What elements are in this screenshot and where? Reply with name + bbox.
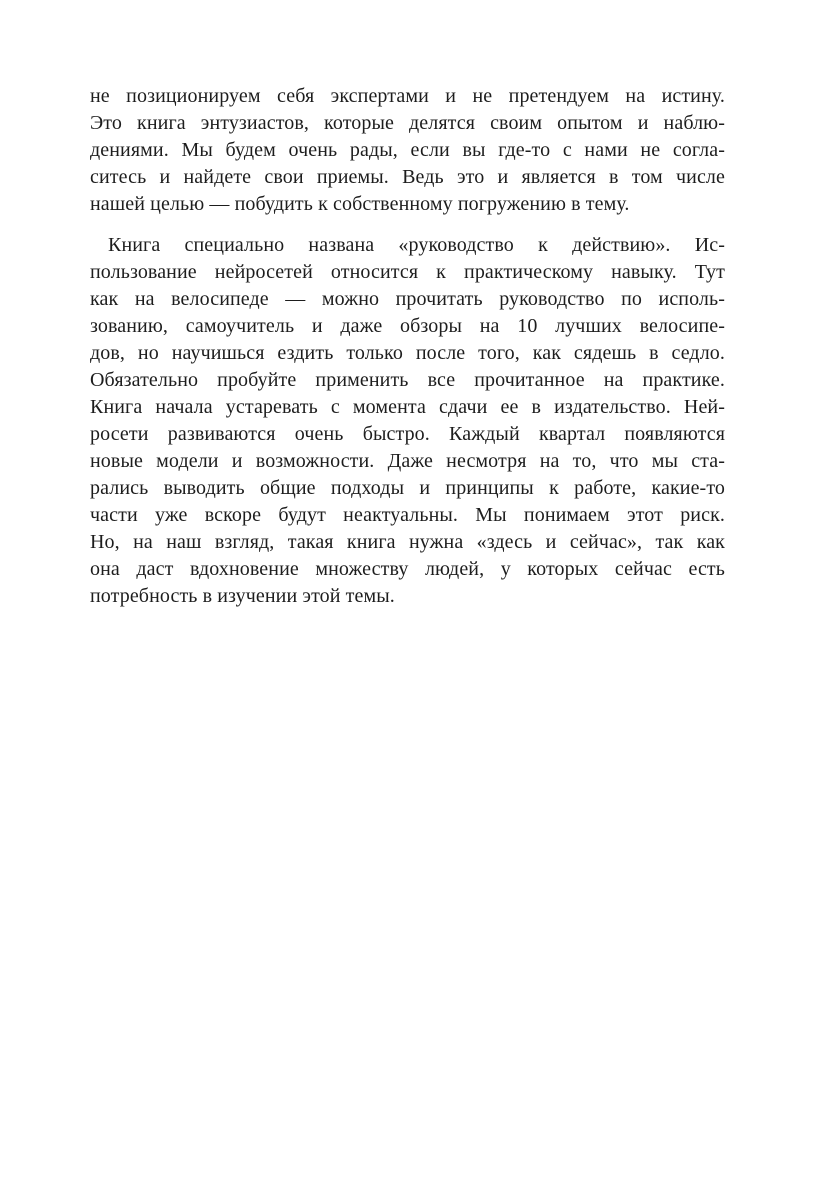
paragraph-continuation [90,83,725,218]
text-line: дов, но научишься ездить только после того, как сядешь в седло. [90,342,725,364]
text-line: пользование нейросетей относится к практическому навыку. Тут [90,261,725,283]
text-line: зованию, самоучитель и даже обзоры на 10 лучших велосипе- [90,315,725,337]
text-line: как на велосипеде — можно прочитать руководство по исполь- [90,288,725,310]
text-line: Книга начала устаревать с момента сдачи ее в издательство. Ней- [90,396,725,418]
text-line: она даст вдохновение множеству людей, у которых сейчас есть [90,558,725,580]
text-line: части уже вскоре будут неактуальны. Мы понимаем этот риск. [90,504,725,526]
text-line: потребность в изучении этой темы. [90,585,395,607]
text-line: ситесь и найдете свои приемы. Ведь это и является в том числе [90,166,725,188]
text-line: рались выводить общие подходы и принципы к работе, какие-то [90,477,725,499]
text-line: Это книга энтузиастов, которые делятся своим опытом и наблю- [90,112,725,134]
text-line: Книга специально названа «руководство к действию». Ис- [108,234,725,256]
text-block [90,83,725,610]
text-line: Обязательно пробуйте применить все прочитанное на практике. [90,369,725,391]
text-line: не позиционируем себя экспертами и не претендуем на истину. [90,85,725,107]
text-line: росети развиваются очень быстро. Каждый квартал появляются [90,423,725,445]
text-line: нашей целью — побудить к собственному погружению в тему. [90,193,630,215]
text-line: дениями. Мы будем очень рады, если вы где-то с нами не согла- [90,139,725,161]
paragraph-guide-to-action [90,232,725,610]
text-line: новые модели и возможности. Даже несмотря на то, что мы ста- [90,450,725,472]
text-line: Но, на наш взгляд, такая книга нужна «здесь и сейчас», так как [90,531,725,553]
